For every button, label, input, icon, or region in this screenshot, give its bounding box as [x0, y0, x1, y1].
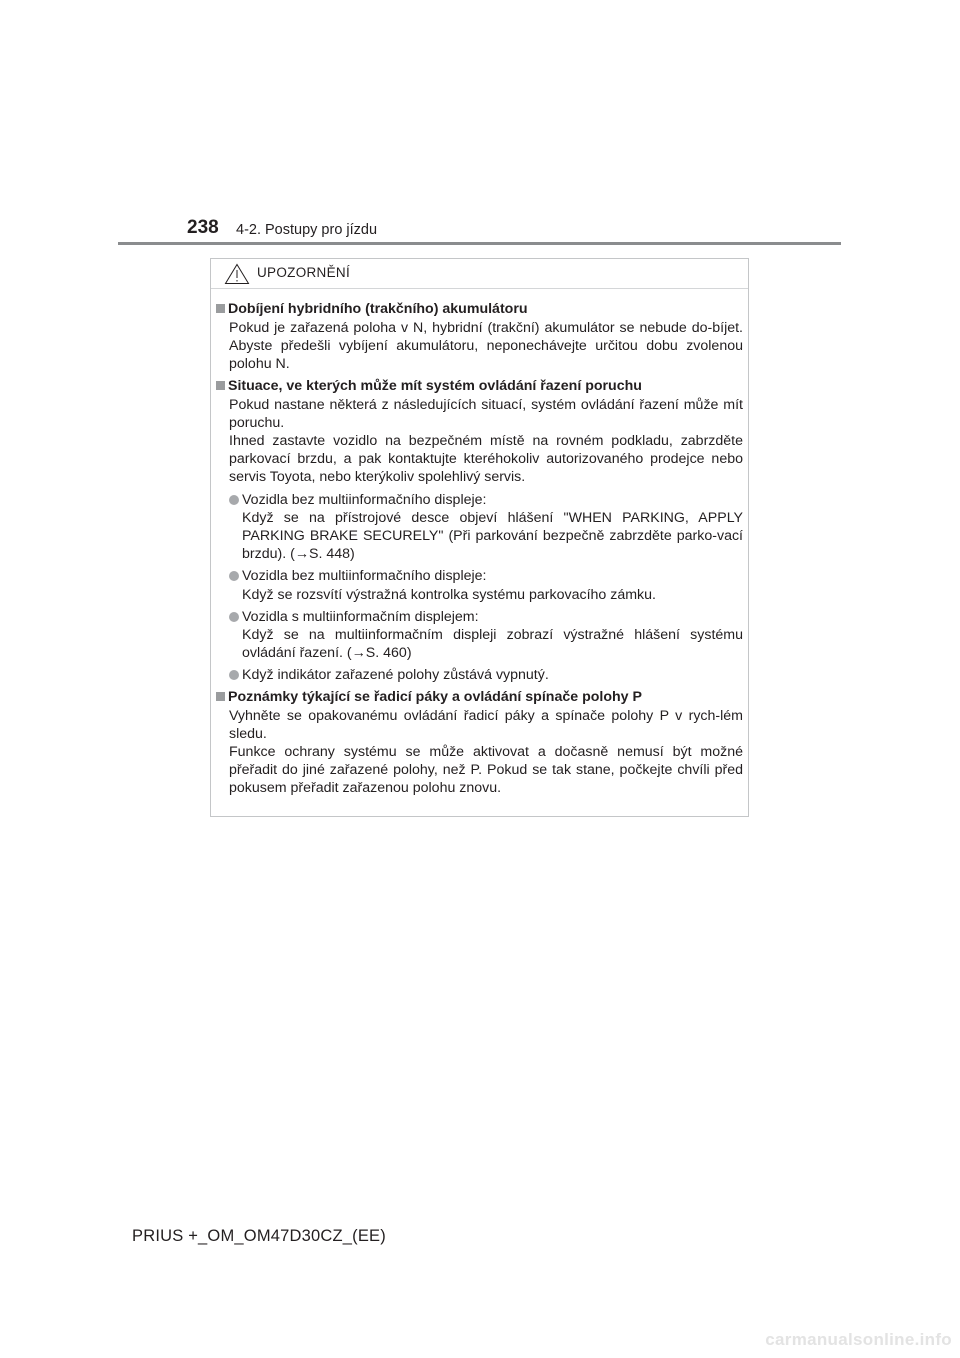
caution-box [210, 258, 749, 817]
header-rule [118, 242, 841, 245]
bullet-title: Vozidla bez multiinformačního displeje: [242, 491, 487, 508]
bullet-dot-icon [229, 670, 239, 680]
caution-label: UPOZORNĚNÍ [257, 265, 351, 280]
watermark: carmanualsonline.info [765, 1330, 952, 1349]
bullet-title: Když indikátor zařazené polohy zůstává vypnutý. [242, 667, 549, 684]
bullet-dot-icon [229, 571, 239, 581]
section-heading [216, 300, 743, 318]
bullet-item [229, 608, 743, 663]
caution-header [211, 259, 748, 289]
bullet-item [229, 666, 743, 684]
paragraph: Funkce ochrany systému se může aktivovat a dočasně nemusí být možné přeřadit do jiné zařazené polohy, než P. Pokud se tak stane, počkejte chvíli před pokusem přeřadit zařazenou polohu znovu. [229, 744, 743, 797]
section-heading [216, 688, 743, 706]
bullet-dot-icon [229, 612, 239, 622]
square-marker-icon [216, 381, 225, 390]
bullet-item [229, 567, 743, 603]
bullet-text: Když se na multiinformačním displeji zobrazí výstražné hlášení systému ovládání řazení. (→S. 460) [242, 627, 743, 662]
paragraph: Pokud je zařazená poloha v N, hybridní (trakční) akumulátor se nebude do-bíjet. Abyste předešli vybíjení akumulátoru, neponechávejte určitou dobu zvolenou polohu N. [229, 320, 743, 373]
section-heading [216, 377, 743, 395]
section-heading-text: Dobíjení hybridního (trakčního) akumulátoru [228, 301, 528, 317]
warning-triangle-icon [224, 263, 250, 285]
square-marker-icon [216, 304, 225, 313]
paragraph: Pokud nastane některá z následujících situací, systém ovládání řazení může mít poruchu. [229, 396, 743, 431]
bullet-dot-icon [229, 495, 239, 505]
caution-body [216, 300, 743, 798]
paragraph: Ihned zastavte vozidlo na bezpečném místě na rovném podkladu, zabrzděte parkovací brzdu, a pak kontaktujte kteréhokoliv autorizovaného prodejce nebo servis Toyota, nebo kterýkoliv spolehlivý servis. [229, 433, 743, 486]
bullet-text: Když se rozsvítí výstražná kontrolka systému parkovacího zámku. [242, 586, 656, 603]
square-marker-icon [216, 692, 225, 701]
bullet-title: Vozidla bez multiinformačního displeje: [242, 568, 487, 585]
bullet-item [229, 491, 743, 564]
bullet-title: Vozidla s multiinformačním displejem: [242, 608, 479, 625]
footer-document-id: PRIUS +_OM_OM47D30CZ_(EE) [132, 1227, 386, 1245]
section-heading-text: Poznámky týkající se řadicí páky a ovládání spínače polohy P [228, 688, 642, 705]
page-number: 238 [187, 217, 219, 238]
bullet-text: Když se na přístrojové desce objeví hlášení "WHEN PARKING, APPLY PARKING BRAKE SECURELY" (Při parkování bezpečně zabrzděte parko-vací brzdu). (→S. 448) [242, 509, 743, 563]
section-heading-text: Situace, ve kterých může mít systém ovládání řazení poruchu [228, 377, 642, 394]
section-title: 4-2. Postupy pro jízdu [236, 222, 378, 238]
paragraph: Vyhněte se opakovanému ovládání řadicí páky a spínače polohy P v rych-lém sledu. [229, 707, 743, 742]
